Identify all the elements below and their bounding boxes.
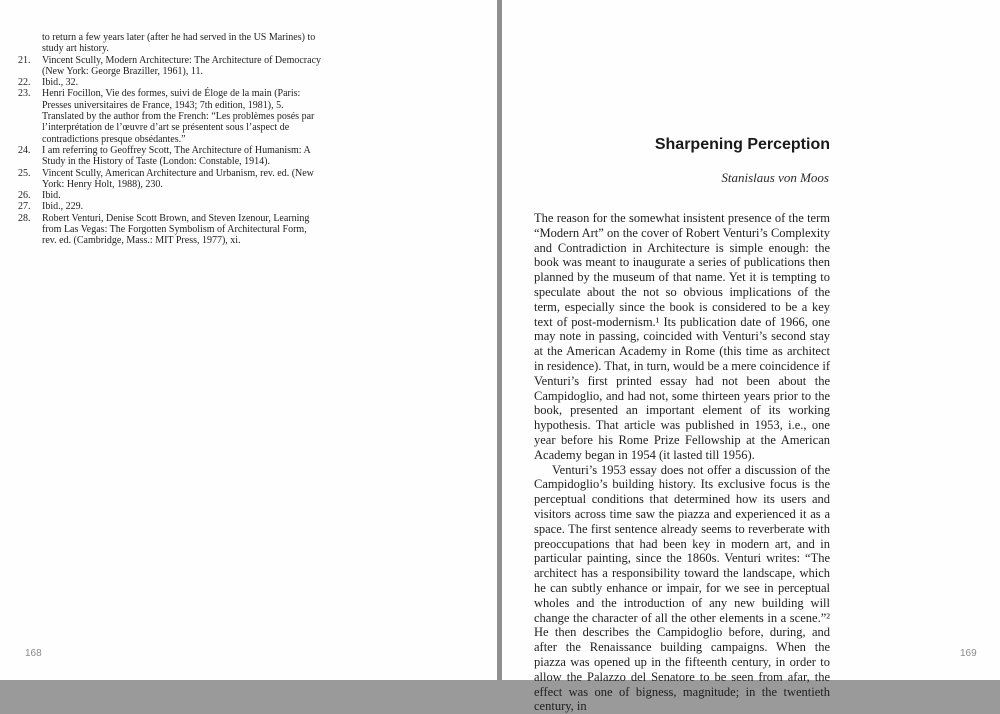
note-text: Ibid., 229.: [42, 201, 84, 213]
note-26: [18, 190, 323, 201]
note-27: [18, 201, 323, 212]
note-text: Ibid.: [42, 190, 61, 202]
note-text: to return a few years later (after he had served in the US Marines) to study art history.: [42, 32, 316, 55]
paragraph: The reason for the somewhat insistent presence of the term “Modern Art” on the cover of Robert Venturi’s Complexity and Contradiction in Architecture is simple enough: the book was meant to inaugurate a series of publications then planned by the museum of that name. Yet it is tempting to speculate about the not so obvious implications of the term, especially since the book is considered to be a key text of post-modernism.¹ Its publication date of 1966, one may note in passing, coincided with Venturi’s second stay at the American Academy in Rome (this time as architect in residence). That, in turn, would be a mere coincidence if Venturi’s first printed essay had not been about the Campidoglio, and had not, some thirteen years prior to the book, presented an important element of its working hypothesis. That article was published in 1953, i.e., one year before his Rome Prize Fellowship at the American Academy began in 1954 (it lasted till 1956).: [534, 211, 830, 462]
left-page: [0, 0, 497, 680]
note-text: Vincent Scully, American Architecture and Urbanism, rev. ed. (New York: Henry Holt, 1988), 230.: [42, 167, 314, 190]
note-text: Vincent Scully, Modern Architecture: The Architecture of Democracy (New York: George Braziller, 1961), 11.: [42, 54, 322, 77]
note-25: [18, 168, 323, 191]
note-continuation: [18, 32, 323, 55]
page-number-left: 168: [25, 648, 42, 659]
note-number: 28.: [18, 212, 31, 224]
note-number: 22.: [18, 77, 31, 89]
note-number: 27.: [18, 201, 31, 213]
chapter-title: Sharpening Perception: [654, 136, 830, 153]
note-number: 25.: [18, 167, 31, 179]
right-page: [502, 0, 1000, 714]
note-21: [18, 55, 323, 78]
note-28: [18, 213, 323, 247]
note-24: [18, 145, 323, 168]
chapter-author: Stanislaus von Moos: [721, 170, 829, 185]
paragraph: Venturi’s 1953 essay does not offer a discussion of the Campidoglio’s building history. Its exclusive focus is the perceptual conditions that determined how its users and visitors across time saw the piazza and experienced it as a space. The first sentence already seems to reverberate with preoccupations that had been key in modern art, and in particular painting, since the 1860s. Venturi writes: “The architect has a responsibility toward the landscape, which he can subtly enhance or impair, for we see in perceptual wholes and the introduction of any new building will change the character of all the other elements in a scene.”² He then describes the Campidoglio before, during, and after the Renaissance building campaigns. When the piazza was opened up in the fifteenth century, in order to allow the Palazzo del Senatore to be seen from afar, the effect was one of bigness, magnitude; in the twentieth century, in: [534, 462, 830, 714]
note-text: I am referring to Geoffrey Scott, The Architecture of Humanism: A Study in the History of Taste (London: Constable, 1914).: [42, 144, 311, 168]
page-number-right: 169: [960, 648, 977, 659]
note-text: Henri Focillon, Vie des formes, suivi de Éloge de la main (Paris: Presses universitaires de France, 1943; 7th edition, 1981), 5. Translated by the author from the French: “Les problèmes posés par l’interprétation de l’œuvre d’art se présentent sous l’aspect de contradictions presque obsédantes.”: [42, 88, 315, 145]
note-number: 24.: [18, 144, 31, 156]
note-text: Robert Venturi, Denise Scott Brown, and Steven Izenour, Learning from Las Vegas: The Forgotten Symbolism of Architectural Form, rev. ed. (Cambridge, Mass.: MIT Press, 1977), xi.: [42, 212, 310, 247]
note-22: [18, 77, 323, 88]
note-number: 23.: [18, 88, 31, 100]
body-text: [534, 211, 830, 714]
note-number: 21.: [18, 54, 31, 66]
note-number: 26.: [18, 190, 31, 202]
note-23: [18, 88, 323, 144]
endnotes: [18, 32, 323, 247]
note-text: Ibid., 32.: [42, 77, 79, 89]
